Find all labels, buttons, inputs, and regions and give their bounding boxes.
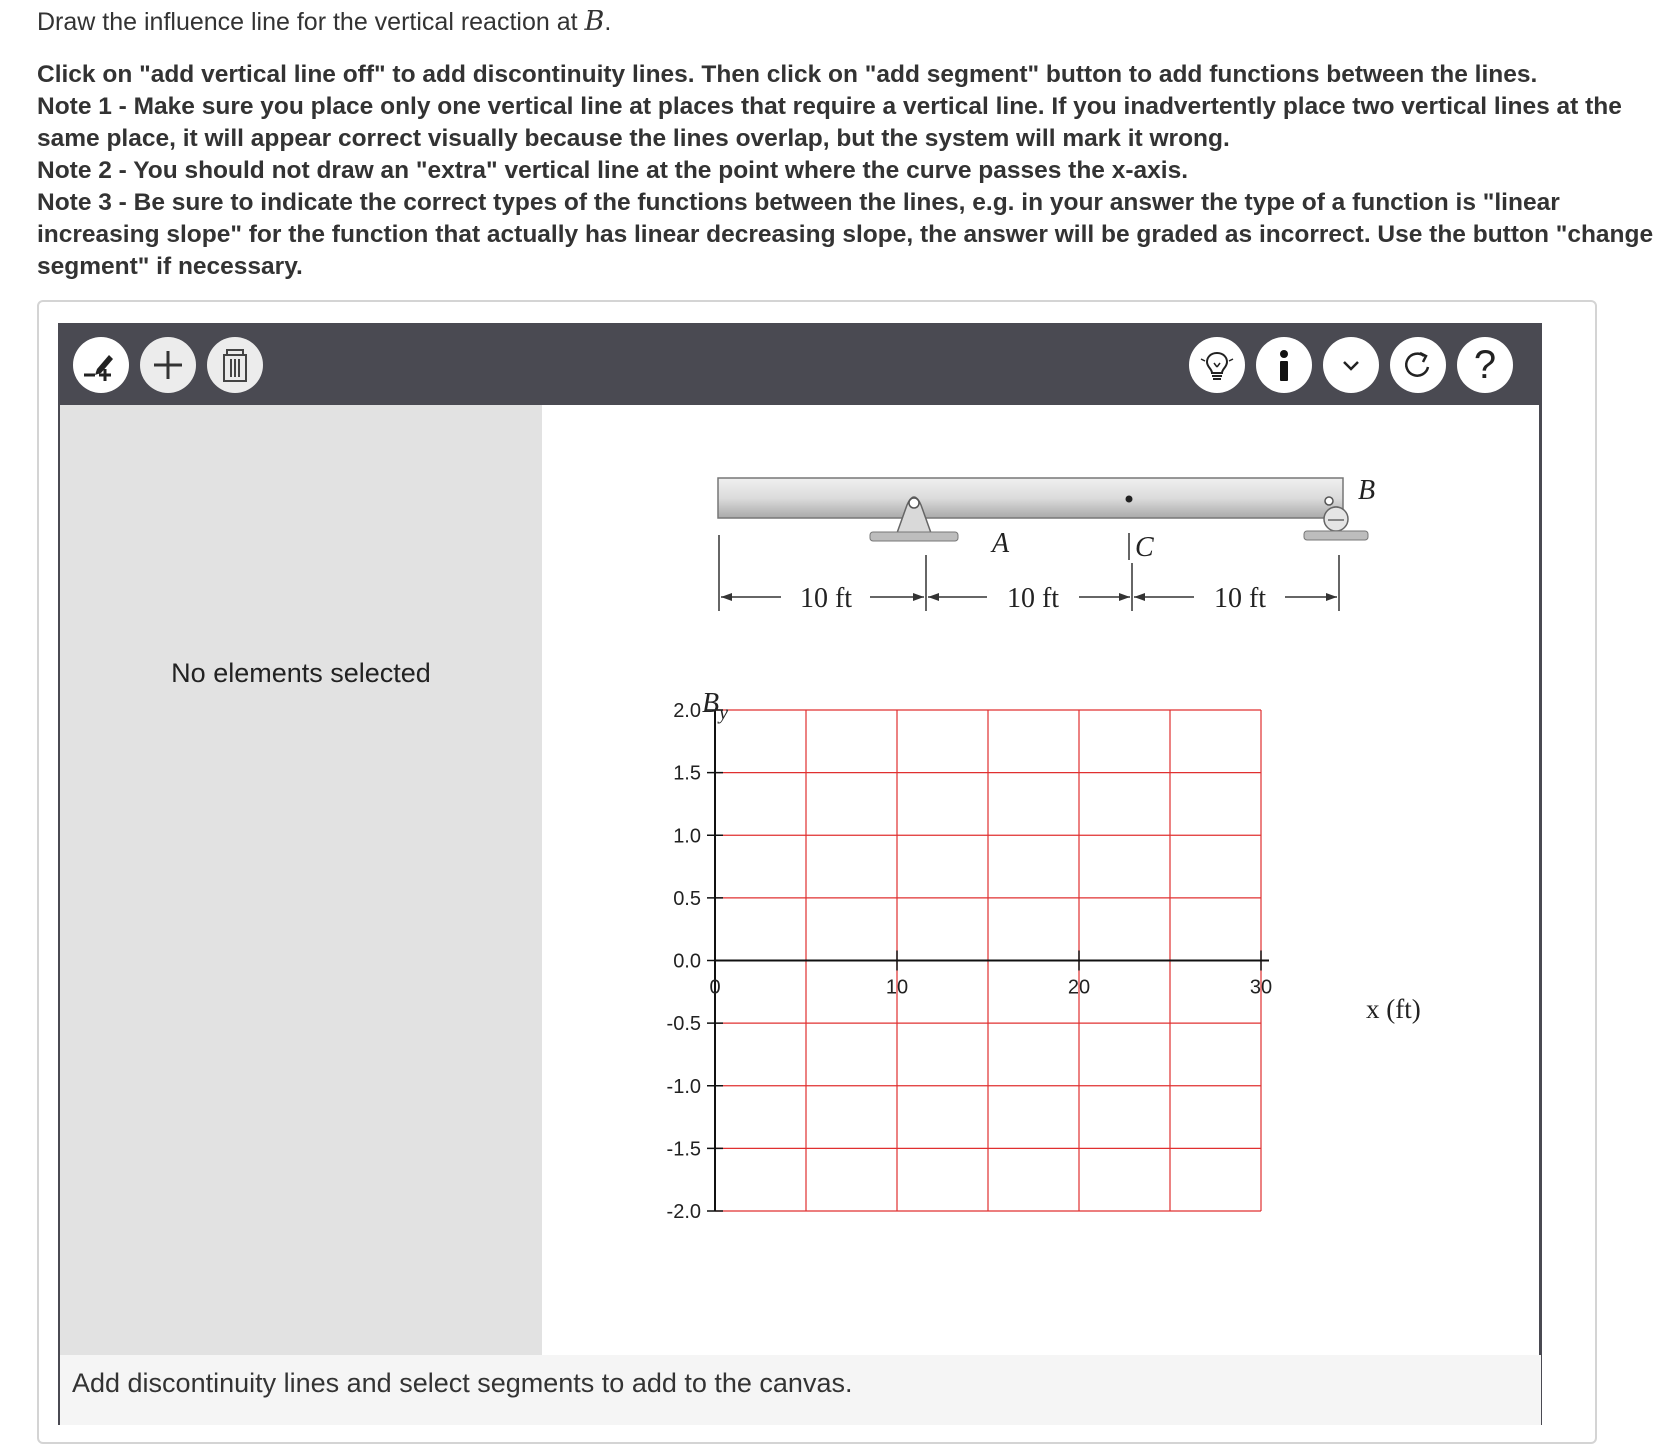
drawing-canvas[interactable]: [552, 415, 1530, 1353]
add-vertical-line-icon: [81, 345, 121, 385]
no-selection-text: No elements selected: [171, 658, 431, 688]
info-button[interactable]: [1256, 337, 1312, 393]
hint-icon: [1197, 345, 1237, 385]
y-tick-label: -2.0: [666, 1201, 701, 1223]
influence-line-graph[interactable]: [667, 688, 1421, 1223]
help-button[interactable]: [1457, 337, 1513, 393]
x-tick-label: 20: [1067, 976, 1091, 999]
instruction-note-3: Note 3 - Be sure to indicate the correct types of the functions between the lines, e.g. in your answer the type of a function is "linear increasing slope" for the function that actually has linear decreasing slope, the answer will be graded as incorrect. Use the button "change segment" if necessary.: [37, 189, 1654, 280]
add-vertical-line-button[interactable]: [73, 337, 129, 393]
add-segment-button[interactable]: [140, 337, 196, 393]
label-b: B: [1358, 475, 1376, 506]
point-c-marker: [1126, 496, 1133, 503]
question-variable: B: [584, 6, 605, 37]
delete-button[interactable]: [207, 337, 263, 393]
x-tick-label: 10: [885, 976, 909, 999]
y-tick-label: 0.5: [673, 887, 701, 910]
help-icon: ?: [1473, 343, 1497, 387]
instruction-note-2: Note 2 - You should not draw an "extra" vertical line at the point where the curve passes the x-axis.: [37, 157, 1188, 184]
instruction-main: Click on "add vertical line off" to add discontinuity lines. Then click on "add segment" button to add functions between the lines.: [37, 61, 1538, 88]
properties-panel: [60, 405, 542, 1355]
y-tick-label: 0.0: [673, 950, 701, 973]
instruction-note-1: Note 1 - Make sure you place only one vertical line at places that require a vertical line. If you inadvertently place two vertical lines at the same place, it will appear correct visually because the lines overlap, but the system will mark it wrong.: [37, 93, 1622, 152]
question-prefix: Draw the influence line for the vertical reaction at: [37, 8, 585, 36]
y-tick-label: -1.0: [666, 1075, 701, 1098]
beam: [718, 478, 1343, 518]
footer-bar: [60, 1355, 1541, 1425]
instructions: [37, 59, 1657, 283]
reset-button[interactable]: [1390, 337, 1446, 393]
collapse-button[interactable]: [1323, 337, 1379, 393]
footer-hint: Add discontinuity lines and select segments to add to the canvas.: [72, 1368, 853, 1398]
canvas-svg[interactable]: [552, 415, 1530, 1353]
label-a: A: [992, 528, 1010, 559]
label-c: C: [1135, 532, 1154, 563]
reset-icon: [1398, 345, 1438, 385]
beam-figure: [718, 475, 1375, 614]
add-segment-icon: [148, 345, 188, 385]
info-icon: [1264, 345, 1304, 385]
y-tick-label: 1.5: [673, 762, 701, 785]
chevron-down-icon: [1331, 345, 1371, 385]
y-axis-label: $B_y$: [702, 688, 728, 724]
hint-button[interactable]: [1189, 337, 1245, 393]
y-tick-label: 2.0: [673, 700, 701, 722]
y-tick-label: 1.0: [673, 825, 701, 848]
toolbar: [60, 323, 1541, 405]
y-tick-label: -0.5: [666, 1013, 701, 1036]
question-suffix: .: [604, 8, 612, 36]
dimension-label-1: 10 ft: [799, 583, 853, 614]
x-axis-label: x (ft): [1366, 994, 1421, 1024]
dimension-label-2: 10 ft: [1006, 583, 1060, 614]
x-tick-label: 0: [709, 976, 721, 999]
y-tick-label: -1.5: [666, 1138, 701, 1161]
frame-right: [1539, 323, 1542, 1425]
x-tick-label: 30: [1249, 976, 1273, 999]
dimension-label-3: 10 ft: [1213, 583, 1267, 614]
question-title: [37, 6, 611, 37]
delete-icon: [215, 345, 255, 385]
